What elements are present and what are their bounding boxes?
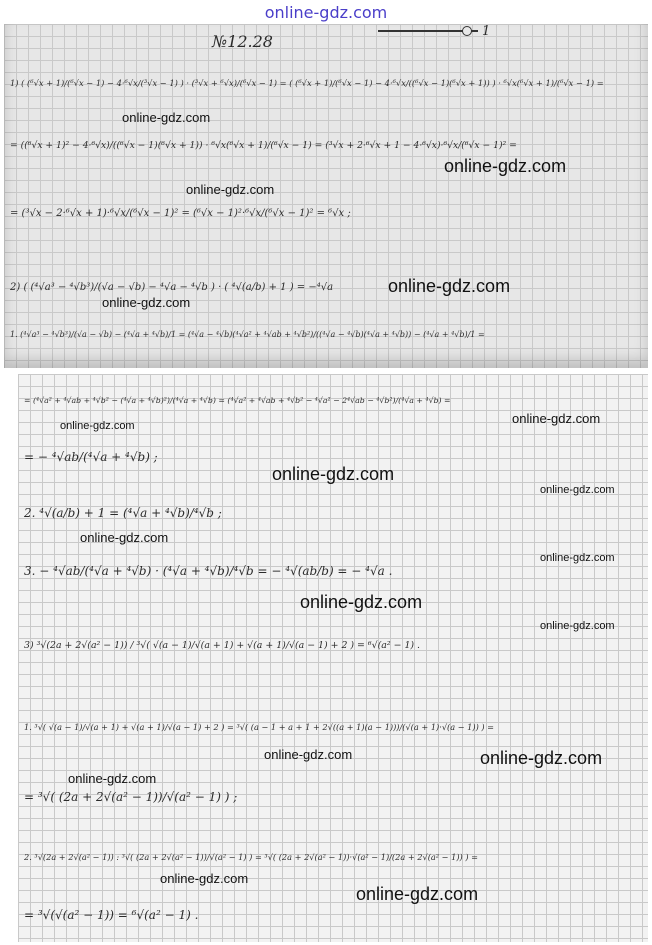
watermark: online-gdz.com — [444, 156, 567, 176]
part1-line1: 1) ( (⁶√x + 1)/(⁶√x − 1) − 4·⁶√x/(³√x − 1) ) · (³√x + ⁶√x)/(⁶√x − 1) = ( (⁶√x + 1)/(⁶√x − 1) − 4·⁶√x/((⁶√x − 1)(⁶√x + 1)) ) · ⁶√x(⁶√x + 1)/(⁶√x − 1) = — [10, 78, 604, 88]
notebook-page-top — [4, 24, 648, 368]
part3-line3: = ³√( (2a + 2√(a² − 1))/√(a² − 1) ) ; — [24, 790, 238, 804]
part2-line1: 2) ( (⁴√a³ − ⁴√b³)/(√a − √b) − ⁴√a − ⁴√b ) · ( ⁴√(a/b) + 1 ) = −⁴√a — [10, 282, 334, 293]
watermark: online-gdz.com — [300, 592, 423, 612]
part3-line2: 1. ³√( √(a − 1)/√(a + 1) + √(a + 1)/√(a − 1) + 2 ) = ³√( (a − 1 + a + 1 + 2√((a + 1)(a − 1)))/(√(a + 1)·√(a − 1)) ) = — [24, 722, 495, 732]
watermark: online-gdz.com — [480, 748, 603, 768]
part2-line4: = − ⁴√ab/(⁴√a + ⁴√b) ; — [24, 450, 158, 464]
site-header: online-gdz.com — [264, 2, 388, 22]
watermark: online-gdz.com — [540, 552, 615, 564]
part2-line2: 1. (⁴√a³ − ⁴√b³)/(√a − √b) − (⁴√a + ⁴√b)/1 = (⁴√a − ⁴√b)(⁴√a² + ⁴√ab + ⁴√b²)/((⁴√a − ⁴√b)(⁴√a + ⁴√b)) − (⁴√a + ⁴√b)/1 = — [10, 330, 485, 339]
part3-line4: 2. ³√(2a + 2√(a² − 1)) : ³√( (2a + 2√(a² − 1))/√(a² − 1) ) = ³√( (2a + 2√(a² − 1))·√(a² − 1)/(2a + 2√(a² − 1)) ) = — [24, 852, 478, 862]
task-number: №12.28 — [212, 32, 273, 51]
part3-line5: = ³√(√(a² − 1)) = ⁶√(a² − 1) . — [24, 908, 199, 922]
part1-line3: = (³√x − 2·⁶√x + 1)·⁶√x/(⁶√x − 1)² = (⁶√x − 1)²·⁶√x/(⁶√x − 1)² = ⁶√x ; — [10, 208, 351, 219]
watermark: online-gdz.com — [356, 884, 479, 904]
part1-line2: = ((⁶√x + 1)² − 4·⁶√x)/((⁶√x − 1)(⁶√x + 1)) · ⁶√x(⁶√x + 1)/(⁶√x − 1) = (³√x + 2·⁶√x + 1 − 4·⁶√x)·⁶√x/(⁶√x − 1)² = — [10, 140, 517, 151]
watermark: online-gdz.com — [540, 620, 615, 632]
watermark: online-gdz.com — [186, 182, 275, 197]
watermark: online-gdz.com — [264, 747, 353, 762]
part3-line1: 3) ³√(2a + 2√(a² − 1)) / ³√( √(a − 1)/√(a + 1) + √(a + 1)/√(a − 1) + 2 ) = ⁶√(a² − 1) . — [24, 640, 421, 651]
watermark: online-gdz.com — [388, 276, 511, 296]
axis-point — [462, 26, 472, 36]
watermark: online-gdz.com — [540, 484, 615, 496]
watermark: online-gdz.com — [122, 110, 211, 125]
watermark: online-gdz.com — [160, 871, 249, 886]
part2-line5: 2. ⁴√(a/b) + 1 = (⁴√a + ⁴√b)/⁴√b ; — [24, 506, 222, 520]
watermark: online-gdz.com — [102, 295, 191, 310]
watermark: online-gdz.com — [68, 771, 157, 786]
watermark: online-gdz.com — [80, 530, 169, 545]
watermark: online-gdz.com — [60, 420, 135, 432]
axis-mark: 1 — [482, 24, 491, 39]
watermark: online-gdz.com — [512, 411, 601, 426]
part2-line6: 3. − ⁴√ab/(⁴√a + ⁴√b) · (⁴√a + ⁴√b)/⁴√b = − ⁴√(ab/b) = − ⁴√a . — [24, 564, 393, 578]
part2-line3: = (⁴√a² + ⁴√ab + ⁴√b² − (⁴√a + ⁴√b)²)/(⁴√a + ⁴√b) = (⁴√a² + ⁴√ab + ⁴√b² − ⁴√a² − 2⁴√ab − ⁴√b²)/(⁴√a + ⁴√b) = — [24, 396, 451, 405]
watermark: online-gdz.com — [272, 464, 395, 484]
